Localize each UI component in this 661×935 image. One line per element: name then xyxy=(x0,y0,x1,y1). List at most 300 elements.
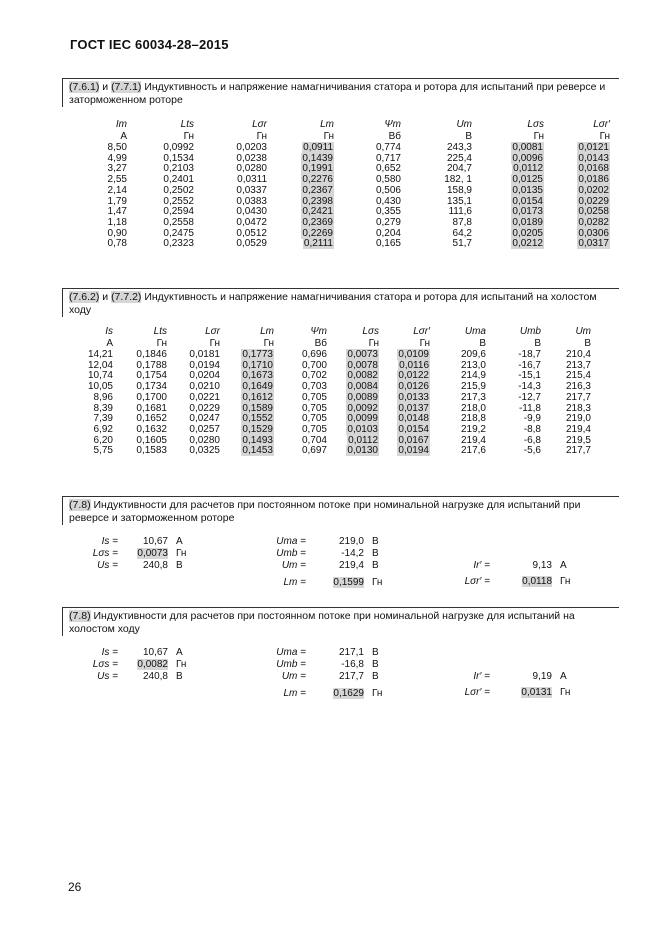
table-cell: 0,0257 xyxy=(189,423,220,435)
highlighted-value: 0,1673 xyxy=(242,370,273,382)
highlighted-value: 0,1629 xyxy=(333,688,364,699)
table-cell: 0,0325 xyxy=(189,445,220,457)
table-cell: 51,7 xyxy=(452,238,472,250)
table-cell: -12,7 xyxy=(518,391,541,403)
value-unit: Гн xyxy=(372,577,383,588)
table-cell-highlighted xyxy=(379,393,430,404)
table-cell: 0,2502 xyxy=(163,184,194,196)
table-cell: -15,1 xyxy=(518,370,541,382)
highlighted-value: 0,1773 xyxy=(242,349,273,360)
column-header: Im xyxy=(115,119,127,130)
table-cell: 0,2594 xyxy=(163,206,194,218)
value-number xyxy=(118,659,168,670)
column-header: Umb xyxy=(519,326,541,337)
column-unit: В xyxy=(465,131,472,142)
highlighted-value: 0,0167 xyxy=(398,434,429,446)
table-cell: 0,1652 xyxy=(136,413,167,425)
column-unit: Гн xyxy=(323,131,334,142)
table-cell: 0,0512 xyxy=(236,227,267,239)
highlighted-value: 0,0306 xyxy=(578,227,609,239)
table-cell: 219,0 xyxy=(565,413,591,425)
table-cell: 0,0203 xyxy=(236,142,267,153)
highlighted-value: 0,0186 xyxy=(578,174,609,186)
page-number: 26 xyxy=(68,880,82,894)
highlighted-value: 0,0212 xyxy=(512,238,543,250)
highlighted-value: 0,0082 xyxy=(137,659,168,670)
inductance-table-no-load xyxy=(78,326,591,457)
table-cell: 0,700 xyxy=(301,359,327,371)
value-number: 217,1 xyxy=(338,647,364,658)
value-number: 219,4 xyxy=(338,560,364,571)
table-cell: 0,165 xyxy=(375,238,401,250)
table-cell: 7,39 xyxy=(93,413,113,425)
table-cell-highlighted xyxy=(267,186,334,197)
value-unit: В xyxy=(176,671,183,682)
value-key: Us = xyxy=(97,671,118,682)
highlighted-value: 0,0118 xyxy=(522,576,552,587)
highlighted-value: 0,0194 xyxy=(398,445,429,457)
column-unit: Гн xyxy=(368,338,379,349)
value-entry xyxy=(450,687,570,698)
value-number xyxy=(306,688,364,699)
value-key: Lm = xyxy=(283,577,306,588)
value-unit: В xyxy=(372,659,379,670)
table-cell-highlighted xyxy=(267,239,334,250)
table-cell: 0,0238 xyxy=(236,152,267,164)
table-cell: 0,774 xyxy=(375,142,401,153)
table-row xyxy=(78,446,591,457)
value-unit: A xyxy=(176,536,183,547)
table-cell: 219,2 xyxy=(460,423,486,435)
value-number xyxy=(490,687,552,698)
table-cell: 0,78 xyxy=(107,238,127,250)
highlighted-value: 0,0122 xyxy=(398,370,429,382)
table-cell-highlighted xyxy=(327,393,379,404)
column-unit: Гн xyxy=(533,131,544,142)
table-cell: 0,279 xyxy=(375,216,401,228)
highlighted-value: 0,1710 xyxy=(242,359,273,371)
table-cell: 8,50 xyxy=(107,142,127,153)
table-row xyxy=(78,393,591,404)
column-unit: В xyxy=(584,338,591,349)
table-cell: 5,75 xyxy=(93,445,113,457)
value-number: 10,67 xyxy=(142,536,168,547)
table-cell: 0,703 xyxy=(301,381,327,393)
table-cell: 204,7 xyxy=(446,163,472,175)
highlighted-value: 0,0148 xyxy=(398,413,429,425)
section-title-text: Индуктивности для расчетов при постоянном потоке при номинальной нагрузке для испытаний на холостом ходу xyxy=(69,610,575,635)
value-unit: В xyxy=(372,671,379,682)
table-cell: 2,55 xyxy=(107,174,127,186)
highlighted-value: 0,0911 xyxy=(303,142,333,153)
table-cell: 217,6 xyxy=(460,445,486,457)
highlighted-value: 0,0131 xyxy=(521,687,552,698)
table-cell: -14,3 xyxy=(518,381,541,393)
table-cell-highlighted xyxy=(327,446,379,457)
table-cell: 0,702 xyxy=(301,370,327,382)
highlighted-value: 0,2269 xyxy=(302,227,333,239)
table-cell: 218,3 xyxy=(565,402,591,414)
column-unit: Гн xyxy=(183,131,194,142)
table-cell: 210,4 xyxy=(565,349,591,360)
highlighted-value: 0,0130 xyxy=(347,445,378,457)
highlighted-value: 0,0126 xyxy=(398,381,429,393)
table-cell: 213,0 xyxy=(460,359,486,371)
value-number: 217,7 xyxy=(338,671,364,682)
column-unit: Гн xyxy=(156,338,167,349)
value-number xyxy=(306,577,364,588)
value-number: 9,19 xyxy=(532,671,552,682)
table-cell: 217,7 xyxy=(565,445,591,457)
table-cell: 0,2552 xyxy=(163,195,194,207)
column-header: Um xyxy=(575,326,591,337)
table-cell: 1,18 xyxy=(107,216,127,228)
section-ref: (7.6.2) xyxy=(69,291,100,303)
table-cell: 216,3 xyxy=(565,381,591,393)
table-row xyxy=(86,186,610,197)
table-cell: 217,7 xyxy=(565,391,591,403)
value-entry xyxy=(270,560,379,571)
section-7-8-reverse xyxy=(62,496,619,525)
highlighted-value: 0,0109 xyxy=(398,349,429,360)
table-cell-highlighted xyxy=(220,446,274,457)
highlighted-value: 0,0173 xyxy=(512,206,543,218)
column-header: Lm xyxy=(260,326,274,337)
value-entry xyxy=(450,671,567,682)
inductance-table-reverse xyxy=(86,119,610,250)
table-cell: 0,1700 xyxy=(136,391,167,403)
value-entry xyxy=(82,560,183,571)
table-cell: 0,0280 xyxy=(189,434,220,446)
table-cell: 10,05 xyxy=(87,381,113,393)
value-key: Lσs = xyxy=(92,548,118,559)
value-unit: В xyxy=(372,548,379,559)
value-key: Uma = xyxy=(276,647,306,658)
value-key: Um = xyxy=(281,671,306,682)
value-entry xyxy=(450,560,567,571)
highlighted-value: 0,0078 xyxy=(347,359,378,371)
table-cell: 0,1534 xyxy=(163,152,194,164)
table-cell: 0,697 xyxy=(301,445,327,457)
highlighted-value: 0,2276 xyxy=(302,174,333,186)
table-cell: 0,0280 xyxy=(236,163,267,175)
value-entry xyxy=(270,659,379,670)
column-header: Is xyxy=(105,326,113,337)
table-cell: 12,04 xyxy=(87,359,113,371)
section-7-6-2 xyxy=(62,288,619,317)
value-entry xyxy=(270,647,379,658)
highlighted-value: 0,0121 xyxy=(578,142,609,153)
table-cell: 64,2 xyxy=(452,227,472,239)
highlighted-value: 0,0092 xyxy=(347,402,378,414)
value-unit: Гн xyxy=(176,659,187,670)
table-cell: 4,99 xyxy=(107,152,127,164)
value-entry xyxy=(270,548,379,559)
column-header: Lσs xyxy=(362,326,379,337)
table-cell: 0,704 xyxy=(301,434,327,446)
table-cell: 243,3 xyxy=(446,142,472,153)
value-unit: В xyxy=(372,536,379,547)
table-row xyxy=(86,239,610,250)
table-cell: 2,14 xyxy=(107,184,127,196)
table-cell: 0,2475 xyxy=(163,227,194,239)
highlighted-value: 0,0133 xyxy=(398,391,429,403)
column-unit: Гн xyxy=(209,338,220,349)
table-cell: 0,705 xyxy=(301,413,327,425)
table-cell: 0,696 xyxy=(301,349,327,360)
section-title xyxy=(62,288,619,317)
table-cell: 6,20 xyxy=(93,434,113,446)
value-entry xyxy=(270,688,382,699)
highlighted-value: 0,0143 xyxy=(578,152,609,164)
table-cell: 0,1734 xyxy=(136,381,167,393)
value-entry xyxy=(450,576,570,587)
highlighted-value: 0,0112 xyxy=(348,434,378,446)
table-cell: -18,7 xyxy=(518,349,541,360)
table-cell: -6,8 xyxy=(523,434,541,446)
section-ref: (7.7.2) xyxy=(111,291,142,303)
column-header: Lσr xyxy=(205,326,220,337)
document-header: ГОСТ IEC 60034-28–2015 xyxy=(70,37,229,52)
table-cell: 0,0247 xyxy=(189,413,220,425)
table-cell: 0,705 xyxy=(301,423,327,435)
table-cell: -8,8 xyxy=(523,423,541,435)
column-unit: Вб xyxy=(314,338,327,349)
value-entry xyxy=(82,659,186,670)
value-key: Is = xyxy=(101,647,118,658)
section-title xyxy=(62,607,619,636)
column-header: Lσs xyxy=(527,119,544,130)
highlighted-value: 0,2367 xyxy=(302,184,333,196)
table-cell-highlighted xyxy=(544,239,610,250)
table-cell-highlighted xyxy=(472,186,544,197)
highlighted-value: 0,0089 xyxy=(347,391,378,403)
highlighted-value: 0,0073 xyxy=(347,349,378,360)
column-unit: Гн xyxy=(419,338,430,349)
table-cell: -9,9 xyxy=(523,413,541,425)
table-cell: 0,0337 xyxy=(236,184,267,196)
table-cell: 219,4 xyxy=(460,434,486,446)
value-key: Umb = xyxy=(276,548,306,559)
column-unit: В xyxy=(534,338,541,349)
table-cell: -16,7 xyxy=(518,359,541,371)
column-unit: Вб xyxy=(388,131,401,142)
table-cell-highlighted xyxy=(220,393,274,404)
highlighted-value: 0,2398 xyxy=(302,195,333,207)
value-unit: A xyxy=(560,560,567,571)
section-ref: (7.8) xyxy=(69,499,91,511)
highlighted-value: 0,1589 xyxy=(242,402,273,414)
table-cell: 1,79 xyxy=(107,195,127,207)
highlighted-value: 0,1612 xyxy=(242,391,273,403)
value-entry xyxy=(270,671,379,682)
column-unit: Гн xyxy=(263,338,274,349)
value-key: Lσr′ = xyxy=(464,687,490,698)
table-cell: -11,8 xyxy=(518,402,541,414)
table-cell: 0,705 xyxy=(301,391,327,403)
value-unit: В xyxy=(176,560,183,571)
column-unit: Гн xyxy=(256,131,267,142)
table-cell: 0,1681 xyxy=(136,402,167,414)
value-unit: Гн xyxy=(560,576,571,587)
highlighted-value: 0,1529 xyxy=(242,423,273,435)
section-title xyxy=(62,496,619,525)
table-cell: 215,9 xyxy=(460,381,486,393)
highlighted-value: 0,1991 xyxy=(302,163,333,175)
highlighted-value: 0,0154 xyxy=(512,195,543,207)
value-unit: В xyxy=(372,647,379,658)
table-cell: 0,0430 xyxy=(236,206,267,218)
table-cell: 135,1 xyxy=(446,195,472,207)
value-entry xyxy=(82,671,183,682)
table-cell: 209,6 xyxy=(460,349,486,360)
table-cell: 0,0311 xyxy=(237,174,267,186)
highlighted-value: 0,0205 xyxy=(512,227,543,239)
highlighted-value: 0,1649 xyxy=(242,381,273,393)
table-cell: 219,4 xyxy=(565,423,591,435)
table-cell: 6,92 xyxy=(93,423,113,435)
table-cell: 182, 1 xyxy=(444,174,472,186)
table-cell: 0,0204 xyxy=(189,370,220,382)
section-title-text: Индуктивности для расчетов при постоянном потоке при номинальной нагрузке для испытаний при реверсе и заторможенном роторе xyxy=(69,499,581,524)
value-key: Lm = xyxy=(283,688,306,699)
highlighted-value: 0,0116 xyxy=(399,359,429,371)
table-cell: 0,1788 xyxy=(136,359,167,371)
value-unit: Гн xyxy=(176,548,187,559)
column-header: Uma xyxy=(464,326,486,337)
table-cell: 218,8 xyxy=(460,413,486,425)
table-cell: 0,0992 xyxy=(163,142,194,153)
table-cell: 0,1632 xyxy=(136,423,167,435)
table-cell: 0,2401 xyxy=(163,174,194,186)
highlighted-value: 0,0081 xyxy=(512,142,543,153)
value-number: -16,8 xyxy=(341,659,364,670)
table-cell: 111,6 xyxy=(448,206,472,218)
column-header: Lts xyxy=(180,119,194,130)
column-header: Ψm xyxy=(310,326,327,337)
highlighted-value: 0,1552 xyxy=(242,413,273,425)
highlighted-value: 0,0189 xyxy=(512,216,543,228)
value-key: Is = xyxy=(101,536,118,547)
table-cell: 0,204 xyxy=(375,227,401,239)
section-title-text: Индуктивность и напряжение намагничивания статора и ротора для испытаний при реверсе и заторможенном роторе xyxy=(69,81,606,106)
table-cell: -5,6 xyxy=(523,445,541,457)
table-header-row xyxy=(78,326,591,338)
highlighted-value: 0,2369 xyxy=(302,216,333,228)
table-cell-highlighted xyxy=(379,446,430,457)
value-unit: A xyxy=(560,671,567,682)
table-cell: 3,27 xyxy=(107,163,127,175)
column-header: Ψm xyxy=(384,119,401,130)
column-header: Lσr′ xyxy=(413,326,430,337)
column-header: Um xyxy=(456,119,472,130)
value-number: 240,8 xyxy=(142,671,168,682)
value-number xyxy=(118,548,168,559)
table-cell-highlighted xyxy=(472,239,544,250)
value-number xyxy=(490,576,552,587)
highlighted-value: 0,1453 xyxy=(242,445,273,457)
section-ref: (7.7.1) xyxy=(111,81,142,93)
highlighted-value: 0,0099 xyxy=(347,413,378,425)
section-ref-joiner: и xyxy=(99,81,112,93)
highlighted-value: 0,0317 xyxy=(578,238,609,250)
highlighted-value: 0,0168 xyxy=(578,163,609,175)
table-cell: 0,717 xyxy=(375,152,401,164)
section-title-text: Индуктивность и напряжение намагничивания статора и ротора для испытаний на холостом ходу xyxy=(69,291,597,316)
section-ref: (7.8) xyxy=(69,610,91,622)
column-unit: Гн xyxy=(599,131,610,142)
value-unit: Гн xyxy=(560,687,571,698)
table-cell: 0,1754 xyxy=(136,370,167,382)
table-cell: 0,430 xyxy=(375,195,401,207)
value-key: Ir′ = xyxy=(473,671,490,682)
table-cell-highlighted xyxy=(544,186,610,197)
highlighted-value: 0,0084 xyxy=(347,381,378,393)
table-header-row xyxy=(86,119,610,131)
value-unit: A xyxy=(176,647,183,658)
highlighted-value: 0,1439 xyxy=(302,152,333,164)
highlighted-value: 0,1599 xyxy=(333,577,364,588)
section-ref: (7.6.1) xyxy=(69,81,100,93)
highlighted-value: 0,2111 xyxy=(303,238,333,250)
value-entry xyxy=(82,647,183,658)
table-cell: 0,652 xyxy=(375,163,401,175)
table-cell: 0,0210 xyxy=(189,381,220,393)
value-key: Us = xyxy=(97,560,118,571)
table-cell: 0,0221 xyxy=(189,391,220,403)
column-header: Lm xyxy=(320,119,334,130)
value-entry xyxy=(82,548,186,559)
table-cell: 0,355 xyxy=(375,206,401,218)
table-cell: 0,2558 xyxy=(163,216,194,228)
column-header: Lts xyxy=(153,326,167,337)
table-cell: 0,705 xyxy=(301,402,327,414)
highlighted-value: 0,0073 xyxy=(137,548,168,559)
table-cell: 213,7 xyxy=(565,359,591,371)
value-number: 240,8 xyxy=(142,560,168,571)
highlighted-value: 0,0258 xyxy=(578,206,609,218)
value-key: Uma = xyxy=(276,536,306,547)
value-unit: Гн xyxy=(372,688,383,699)
table-cell: 8,96 xyxy=(93,391,113,403)
highlighted-value: 0,0096 xyxy=(512,152,543,164)
highlighted-value: 0,0137 xyxy=(398,402,429,414)
highlighted-value: 0,0202 xyxy=(578,184,609,196)
table-cell: 0,0472 xyxy=(236,216,267,228)
table-cell: 0,0194 xyxy=(189,359,220,371)
highlighted-value: 0,0135 xyxy=(512,184,543,196)
value-key: Ir′ = xyxy=(473,560,490,571)
value-entry xyxy=(270,536,379,547)
table-cell: 217,3 xyxy=(460,391,486,403)
highlighted-value: 0,0125 xyxy=(512,174,543,186)
table-cell: 14,21 xyxy=(87,349,113,360)
value-number: 9,13 xyxy=(532,560,552,571)
table-cell: 158,9 xyxy=(446,184,472,196)
highlighted-value: 0,0112 xyxy=(513,163,543,175)
value-key: Lσr′ = xyxy=(464,576,490,587)
section-7-6-1 xyxy=(62,78,619,107)
value-entry xyxy=(270,577,382,588)
table-cell: 0,0229 xyxy=(189,402,220,414)
table-cell: 0,1846 xyxy=(136,349,167,360)
column-unit: A xyxy=(106,338,113,349)
table-cell: 8,39 xyxy=(93,402,113,414)
column-unit: A xyxy=(120,131,127,142)
table-cell: 87,8 xyxy=(452,216,472,228)
highlighted-value: 0,0082 xyxy=(347,370,378,382)
table-cell: 214,9 xyxy=(460,370,486,382)
